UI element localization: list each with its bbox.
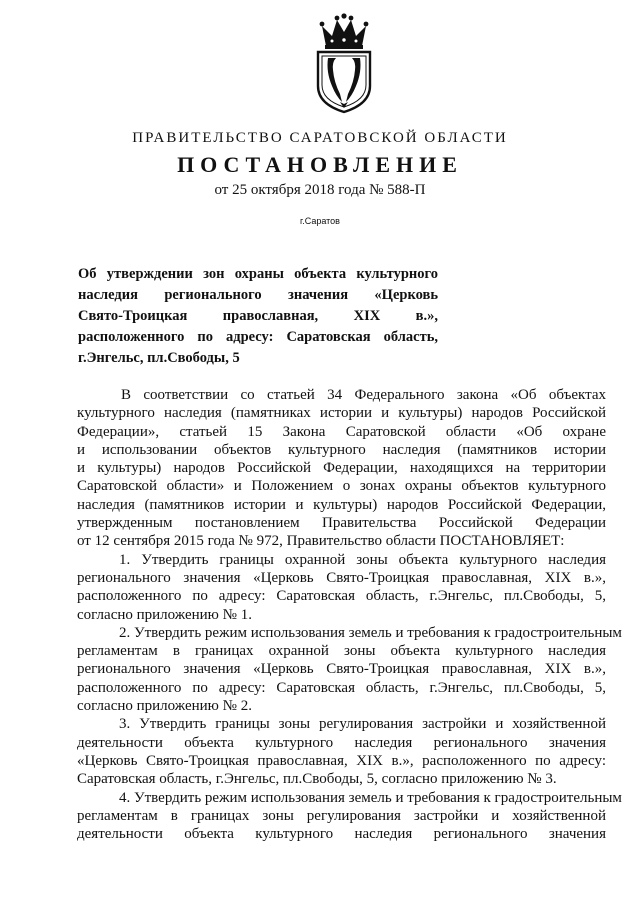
item-1-paragraph xyxy=(77,551,606,624)
title-line: наследия регионального значения «Церковь xyxy=(78,287,438,303)
text-line: 3. Утвердить границы зоны регулирования застройки и хозяйственной xyxy=(119,716,606,733)
document-date-number: от 25 октября 2018 года № 588-П xyxy=(214,182,426,198)
document-title xyxy=(78,264,438,369)
item-2-paragraph xyxy=(77,624,622,715)
title-line: Об утверждении зон охраны объекта культурного xyxy=(78,266,438,282)
text-line: регламентам в границах охранной зоны объекта культурного наследия xyxy=(77,643,606,660)
title-line: Свято-Троицкая православная, XIX в.», xyxy=(78,308,438,324)
text-line: регионального значения «Церковь Свято-Троицкая православная, XIX в.», xyxy=(77,569,606,586)
text-line: расположенного по адресу: Саратовская область, г.Энгельс, пл.Свободы, 5, xyxy=(77,588,606,605)
saratov-coat-of-arms-icon xyxy=(312,12,376,114)
text-line: культурного наследия (памятниках истории и культуры) народов Российской xyxy=(77,405,606,422)
text-line: «Церковь Свято-Троицкая православная, XIX в.», расположенного по адресу: xyxy=(77,752,606,769)
text-line: согласно приложению № 1. xyxy=(77,606,252,623)
text-line: от 12 сентября 2015 года № 972, Правительство области ПОСТАНОВЛЯЕТ: xyxy=(77,533,565,550)
text-line: 1. Утвердить границы охранной зоны объекта культурного наследия xyxy=(119,551,606,568)
text-line: расположенного по адресу: Саратовская область, г.Энгельс, пл.Свободы, 5, xyxy=(77,679,606,696)
text-line: утвержденным постановлением Правительства Российской Федерации xyxy=(77,515,606,532)
text-line: Саратовская область, г.Энгельс, пл.Свободы, 5, согласно приложению № 3. xyxy=(77,771,557,788)
document-body xyxy=(77,386,622,843)
text-line: наследия (памятников истории и культуры) народов Российской Федерации, xyxy=(77,496,606,513)
text-line: Саратовской области» и Положением о зонах охраны объектов культурного xyxy=(77,478,606,495)
text-line: регионального значения «Церковь Свято-Троицкая православная, XIX в.», xyxy=(77,661,606,678)
text-line: согласно приложению № 2. xyxy=(77,698,252,715)
text-line: Федерации», статьей 15 Закона Саратовской области «Об охране xyxy=(77,423,606,440)
document-type: ПОСТАНОВЛЕНИЕ xyxy=(177,152,463,177)
item-3-paragraph xyxy=(77,715,606,788)
preamble-paragraph xyxy=(77,386,606,551)
text-line: В соответствии со статьей 34 Федерального закона «Об объектах xyxy=(121,387,606,403)
text-line: 4. Утвердить режим использования земель и требования к градостроительным xyxy=(119,789,622,806)
text-line: деятельности объекта культурного наследия регионального значения xyxy=(77,734,606,751)
city-name: г.Саратов xyxy=(300,216,340,226)
text-line: и культуры) народов Российской Федерации, находящихся на территории xyxy=(77,460,606,477)
text-line: регламентам в границах зоны регулирования застройки и хозяйственной xyxy=(77,807,606,824)
text-line: деятельности объекта культурного наследия регионального значения xyxy=(77,826,606,843)
government-name: ПРАВИТЕЛЬСТВО САРАТОВСКОЙ ОБЛАСТИ xyxy=(132,130,508,146)
text-line: 2. Утвердить режим использования земель и требования к градостроительным xyxy=(119,624,622,641)
item-4-paragraph xyxy=(77,789,622,844)
text-line: и использовании объектов культурного наследия (памятников истории xyxy=(77,441,606,458)
title-line: г.Энгельс, пл.Свободы, 5 xyxy=(78,350,240,366)
title-line: расположенного по адресу: Саратовская область, xyxy=(78,329,438,345)
